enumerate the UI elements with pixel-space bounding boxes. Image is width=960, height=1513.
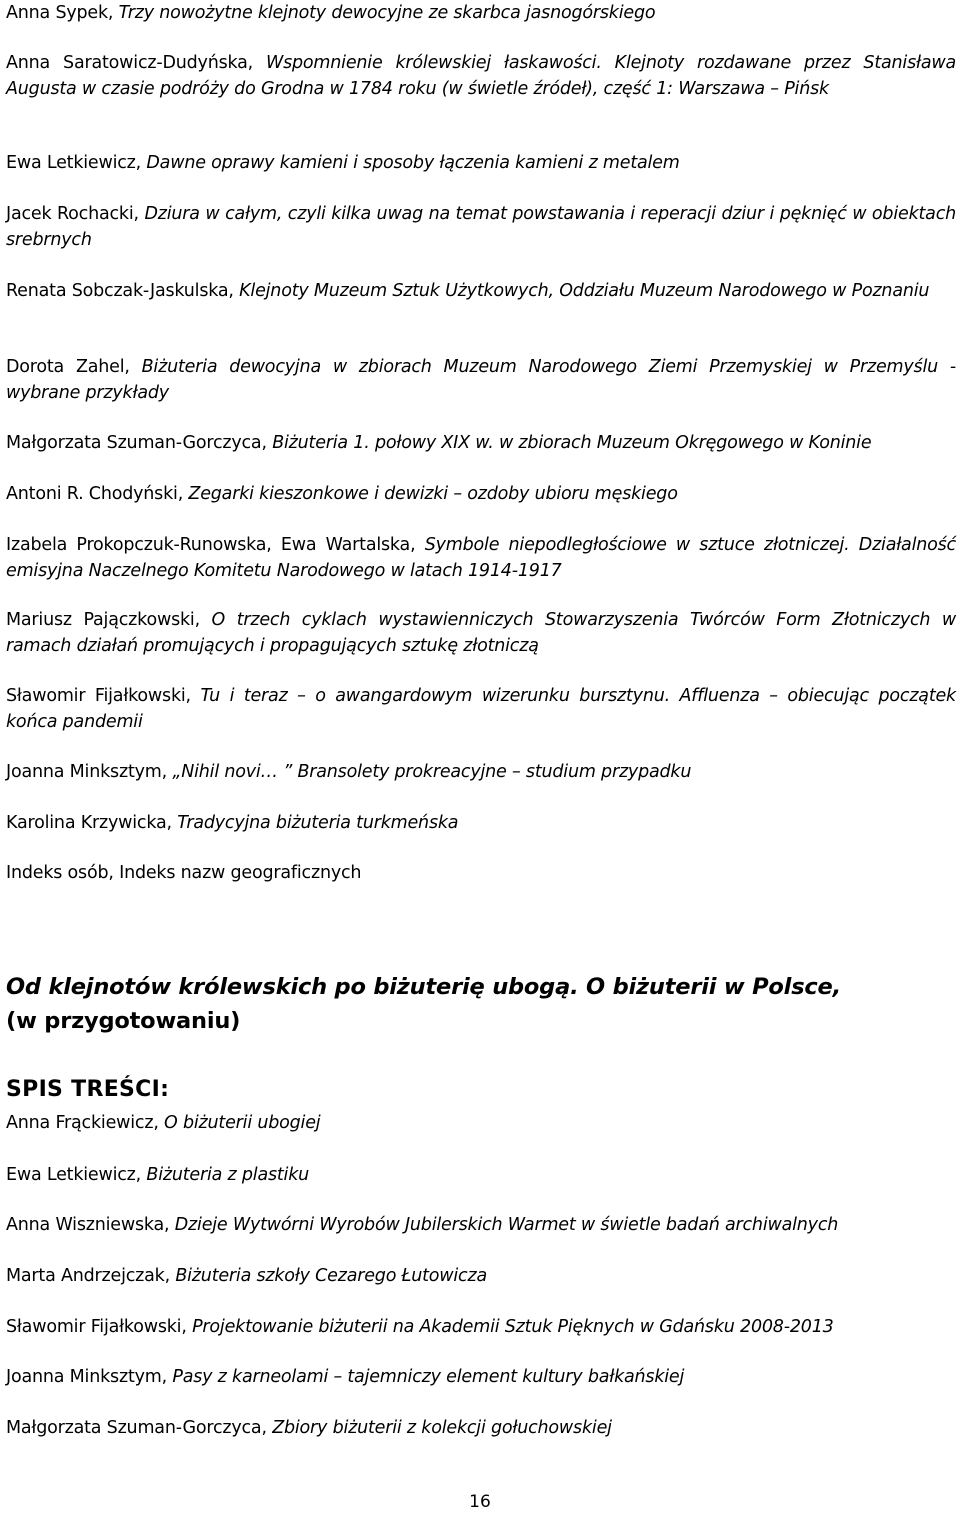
entry-title: Dzieje Wytwórni Wyrobów Jubilerskich Warmet w świetle badań archiwalnych: [174, 1215, 839, 1235]
entry-title: Trzy nowożytne klejnoty dewocyjne ze skarbca jasnogórskiego: [118, 3, 656, 23]
toc-entry: [6, 51, 956, 102]
toc-entry: [6, 1264, 956, 1290]
entry-author: Małgorzata Szuman-Gorczyca,: [6, 1418, 273, 1438]
entry-title: Biżuteria dewocyjna w zbiorach Muzeum Narodowego Ziemi Przemyskiej w Przemyślu - wybrane przykłady: [6, 357, 957, 403]
entry-author: Małgorzata Szuman-Gorczyca,: [6, 433, 273, 453]
entry-title: Biżuteria z plastiku: [146, 1165, 310, 1185]
entry-title: Dawne oprawy kamieni i sposoby łączenia kamieni z metalem: [146, 153, 680, 173]
book-title-line2: (w przygotowaniu): [6, 1008, 241, 1034]
toc-entry: [6, 1, 956, 27]
toc-entry: [6, 279, 956, 305]
entry-author: Joanna Minksztym,: [6, 762, 173, 782]
toc-entry: [6, 151, 956, 177]
toc-entry: [6, 431, 956, 457]
entry-author: Izabela Prokopczuk-Runowska, Ewa Wartalska,: [6, 535, 425, 555]
entry-author: Sławomir Fijałkowski,: [6, 686, 201, 706]
toc-entry: [6, 811, 956, 837]
toc-entry: [6, 760, 956, 786]
toc-entry: [6, 202, 956, 253]
entry-title: Projektowanie biżuterii na Akademii Sztuk Pięknych w Gdańsku 2008-2013: [192, 1317, 834, 1337]
entry-author: Anna Wiszniewska,: [6, 1215, 175, 1235]
entry-title: Pasy z karneolami – tajemniczy element kultury bałkańskiej: [172, 1367, 685, 1387]
entry-author: Anna Saratowicz-Dudyńska,: [6, 53, 266, 73]
entry-title: „Nihil novi… ” Bransolety prokreacyjne – studium przypadku: [172, 762, 692, 782]
toc-entry: [6, 1416, 956, 1442]
entry-title: Zbiory biżuterii z kolekcji gołuchowskiej: [272, 1418, 612, 1438]
toc-entry: [6, 533, 956, 584]
entry-title: Symbole niepodległościowe w sztuce złotniczej. Działalność emisyjna Naczelnego Komitetu Narodowego w latach 1914-1917: [6, 535, 956, 581]
entry-author: Anna Sypek,: [6, 3, 119, 23]
entry-title: Biżuteria szkoły Cezarego Łutowicza: [175, 1266, 487, 1286]
entry-author: Dorota Zahel,: [6, 357, 142, 377]
entry-title: Klejnoty Muzeum Sztuk Użytkowych, Oddziału Muzeum Narodowego w Poznaniu: [239, 281, 930, 301]
entry-author: Indeks osób, Indeks nazw geograficznych: [6, 863, 362, 883]
entry-title: Wspomnienie królewskiej łaskawości. Klejnoty rozdawane przez Stanisława Augusta w czasie podróży do Grodna w 1784 roku (w świetle źródeł), część 1: Warszawa – Pińsk: [6, 53, 956, 99]
entry-title: Tu i teraz – o awangardowym wizerunku bursztynu. Affluenza – obiecując początek końca pandemii: [6, 686, 956, 732]
toc-entry: [6, 482, 956, 508]
toc-entry: [6, 1365, 956, 1391]
toc-entry: [6, 1213, 956, 1239]
toc-entry: [6, 1111, 956, 1137]
book-title-line1: Od klejnotów królewskich po biżuterię ubogą. O biżuterii w Polsce,: [6, 974, 841, 1000]
entry-author: Ewa Letkiewicz,: [6, 153, 147, 173]
page-number: 16: [469, 1492, 491, 1512]
entry-author: Mariusz Pajączkowski,: [6, 610, 212, 630]
toc-entry: [6, 1163, 956, 1189]
entry-author: Joanna Minksztym,: [6, 1367, 173, 1387]
entry-author: Anna Frąckiewicz,: [6, 1113, 165, 1133]
entry-author: Marta Andrzejczak,: [6, 1266, 176, 1286]
entry-title: O biżuterii ubogiej: [164, 1113, 321, 1133]
entry-title: O trzech cyklach wystawienniczych Stowarzyszenia Twórców Form Złotniczych w ramach działań promujących i propagujących sztukę złotniczą: [6, 610, 956, 656]
toc-entry: [6, 684, 956, 735]
entry-title: Dziura w całym, czyli kilka uwag na temat powstawania i reperacji dziur i pęknięć w obiektach srebrnych: [6, 204, 957, 250]
entry-author: Ewa Letkiewicz,: [6, 1165, 147, 1185]
toc-entry: [6, 861, 956, 887]
toc-entry: [6, 355, 956, 406]
entry-title: Tradycyjna biżuteria turkmeńska: [177, 813, 459, 833]
entry-author: Antoni R. Chodyński,: [6, 484, 189, 504]
toc-entry: [6, 608, 956, 659]
entry-title: Zegarki kieszonkowe i dewizki – ozdoby ubioru męskiego: [188, 484, 678, 504]
entry-author: Sławomir Fijałkowski,: [6, 1317, 193, 1337]
entry-author: Karolina Krzywicka,: [6, 813, 178, 833]
toc-entry: [6, 1315, 956, 1341]
toc-heading: SPIS TREŚCI:: [6, 1077, 170, 1102]
entry-author: Renata Sobczak-Jaskulska,: [6, 281, 240, 301]
entry-author: Jacek Rochacki,: [6, 204, 145, 224]
entry-title: Biżuteria 1. połowy XIX w. w zbiorach Muzeum Okręgowego w Koninie: [272, 433, 872, 453]
book-title: [6, 970, 841, 1038]
